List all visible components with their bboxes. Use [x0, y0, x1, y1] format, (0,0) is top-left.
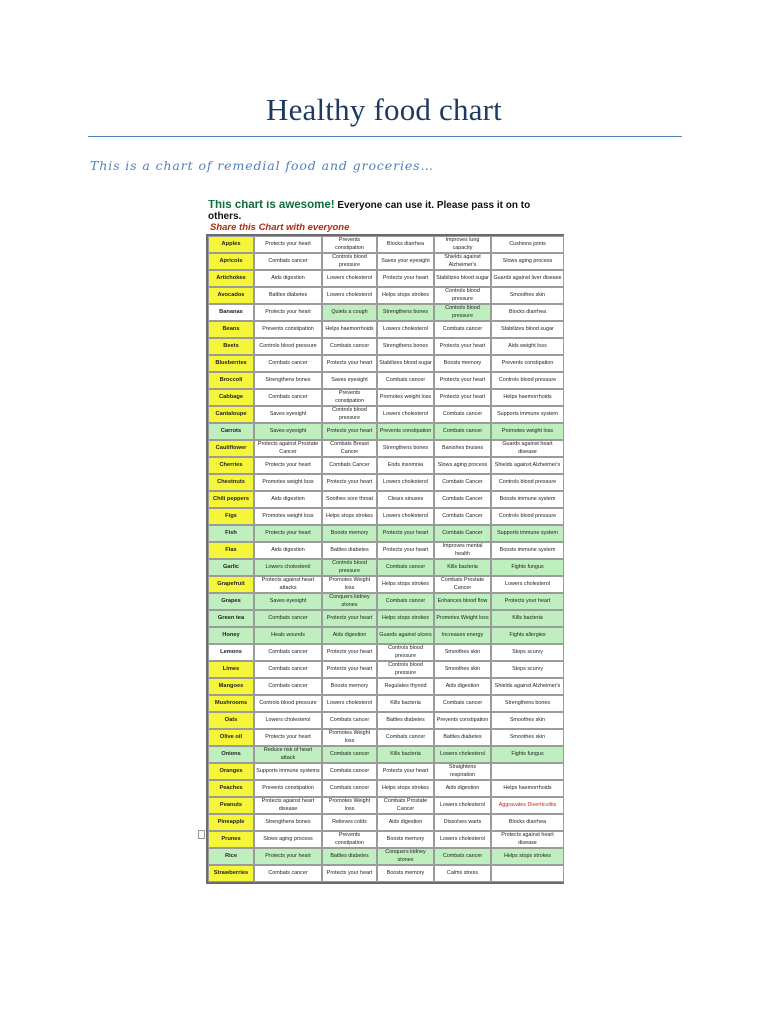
benefit-cell: Combats cancer [434, 695, 491, 712]
table-row [208, 236, 564, 253]
benefit-cell: Battles diabetes [254, 287, 322, 304]
benefit-cell: Controls blood pressure [322, 406, 377, 423]
benefit-cell: Controls blood pressure [434, 287, 491, 304]
benefit-cell: Protects your heart [377, 542, 434, 559]
food-name-cell: Rice [208, 848, 254, 865]
benefit-cell: Aggravates Diverticulitis [491, 797, 564, 814]
food-name-cell: Lemons [208, 644, 254, 661]
benefit-cell: Helps stops strokes [377, 287, 434, 304]
food-name-cell: Prunes [208, 831, 254, 848]
benefit-cell: Aids digestion [434, 780, 491, 797]
table-row [208, 338, 564, 355]
benefit-cell: Battles diabetes [377, 712, 434, 729]
food-name-cell: Beets [208, 338, 254, 355]
food-name-cell: Fish [208, 525, 254, 542]
food-chart-image [206, 200, 564, 906]
benefit-cell: Guards against heart disease [491, 440, 564, 457]
benefit-cell: Controls blood pressure [322, 253, 377, 270]
food-name-cell: Garlic [208, 559, 254, 576]
food-name-cell: Grapes [208, 593, 254, 610]
food-name-cell: Figs [208, 508, 254, 525]
benefit-cell: Slows aging process [491, 253, 564, 270]
benefit-cell: Lowers cholesterol [434, 831, 491, 848]
benefit-cell: Protects your heart [322, 355, 377, 372]
benefit-cell: Regulates thyroid [377, 678, 434, 695]
benefit-cell: Boosts immune system [491, 542, 564, 559]
benefit-cell: Combats cancer [322, 712, 377, 729]
benefit-cell: Shields against Alzheimer's [491, 457, 564, 474]
benefit-cell: Prevents constipation [322, 831, 377, 848]
benefit-cell: Combats cancer [434, 321, 491, 338]
benefit-cell: Protects your heart [254, 236, 322, 253]
benefit-cell: Combats cancer [434, 406, 491, 423]
benefit-cell: Protects against heart attacks [254, 576, 322, 593]
benefit-cell: Combats cancer [254, 661, 322, 678]
benefit-cell: Controls blood pressure [491, 372, 564, 389]
benefit-cell: Protects your heart [254, 729, 322, 746]
benefit-cell: Combats cancer [254, 678, 322, 695]
food-name-cell: Apples [208, 236, 254, 253]
benefit-cell: Combats cancer [322, 338, 377, 355]
benefit-cell: Supports immune system [491, 525, 564, 542]
benefit-cell: Boosts memory [377, 831, 434, 848]
food-name-cell: Chestnuts [208, 474, 254, 491]
table-row [208, 440, 564, 457]
food-name-cell: Onions [208, 746, 254, 763]
benefit-cell: Improves mental health [434, 542, 491, 559]
benefit-cell: Aids digestion [434, 678, 491, 695]
benefit-cell: Smoothes skin [491, 729, 564, 746]
table-row [208, 321, 564, 338]
food-name-cell: Strawberries [208, 865, 254, 882]
benefit-cell: Lowers cholesterol [322, 695, 377, 712]
food-table-body [208, 236, 564, 882]
table-row [208, 831, 564, 848]
food-name-cell: Mushrooms [208, 695, 254, 712]
benefit-cell: Protects your heart [434, 389, 491, 406]
benefit-cell: Combats cancer [254, 865, 322, 882]
table-row [208, 287, 564, 304]
benefit-cell: Promotes Weight loss [322, 729, 377, 746]
benefit-cell: Protects your heart [322, 474, 377, 491]
table-row [208, 695, 564, 712]
table-row [208, 508, 564, 525]
benefit-cell: Controls blood pressure [377, 644, 434, 661]
benefit-cell: Heals wounds [254, 627, 322, 644]
table-row [208, 763, 564, 780]
benefit-cell: Saves your eyesight [377, 253, 434, 270]
benefit-cell: Dissolves warts [434, 814, 491, 831]
benefit-cell: Saves eyesight [322, 372, 377, 389]
food-name-cell: Cabbage [208, 389, 254, 406]
benefit-cell: Increases energy [434, 627, 491, 644]
document-title: Healthy food chart [265, 92, 502, 127]
benefit-cell: Combats cancer [254, 389, 322, 406]
page-marker-icon [198, 830, 205, 839]
benefit-cell: Aids digestion [377, 814, 434, 831]
table-row [208, 474, 564, 491]
benefit-cell: Lowers cholesterol [254, 712, 322, 729]
benefit-cell: Stabilizes blood sugar [377, 355, 434, 372]
benefit-cell: Controls blood pressure [254, 695, 322, 712]
benefit-cell: Battles diabetes [322, 848, 377, 865]
benefit-cell: Kills bacteria [377, 695, 434, 712]
chart-banner [206, 200, 564, 222]
benefit-cell: Protects your heart [322, 661, 377, 678]
benefit-cell: Combats Breast Cancer [322, 440, 377, 457]
benefit-cell: Saves eyesight [254, 593, 322, 610]
table-row [208, 253, 564, 270]
benefit-cell: Helps stops strokes [377, 610, 434, 627]
table-row [208, 457, 564, 474]
benefit-cell: Clears sinuses [377, 491, 434, 508]
benefit-cell: Quiets a cough [322, 304, 377, 321]
benefit-cell: Combats Cancer [434, 491, 491, 508]
benefit-cell: Banishes bruises [434, 440, 491, 457]
benefit-cell: Combats Prostate Cancer [434, 576, 491, 593]
benefit-cell: Prevents constipation [254, 321, 322, 338]
food-name-cell: Carrots [208, 423, 254, 440]
benefit-cell: Lowers cholesterol [434, 797, 491, 814]
table-row [208, 678, 564, 695]
benefit-cell: Protects your heart [322, 865, 377, 882]
food-table [206, 234, 564, 884]
benefit-cell: Helps stops strokes [322, 508, 377, 525]
food-name-cell: Cauliflower [208, 440, 254, 457]
benefit-cell: Smoothes skin [491, 287, 564, 304]
table-row [208, 559, 564, 576]
benefit-cell: Promotes weight loss [254, 508, 322, 525]
benefit-cell: Stabilizes blood sugar [434, 270, 491, 287]
benefit-cell: Relieves colds [322, 814, 377, 831]
benefit-cell: Smoothes skin [434, 661, 491, 678]
benefit-cell: Strengthens bones [377, 440, 434, 457]
table-row [208, 491, 564, 508]
benefit-cell: Slows aging process [434, 457, 491, 474]
benefit-cell: Promotes weight loss [377, 389, 434, 406]
benefit-cell [491, 763, 564, 780]
benefit-cell: Saves eyesight [254, 423, 322, 440]
benefit-cell: Lowers cholesterol [254, 559, 322, 576]
benefit-cell: Blocks diarrhea [377, 236, 434, 253]
benefit-cell: Blocks diarrhea [491, 814, 564, 831]
benefit-cell: Combats cancer [322, 780, 377, 797]
table-row [208, 661, 564, 678]
food-name-cell: Peanuts [208, 797, 254, 814]
benefit-cell: Prevents constipation [322, 389, 377, 406]
benefit-cell: Promotes Weight loss [322, 797, 377, 814]
benefit-cell: Fights fungus [491, 746, 564, 763]
benefit-cell: Controls blood pressure [491, 508, 564, 525]
benefit-cell: Combats Prostate Cancer [377, 797, 434, 814]
food-name-cell: Oats [208, 712, 254, 729]
benefit-cell: Strengthens bones [254, 814, 322, 831]
benefit-cell: Protects your heart [377, 763, 434, 780]
benefit-cell: Controls blood pressure [377, 661, 434, 678]
benefit-cell: Helps stops strokes [491, 848, 564, 865]
benefit-cell: Cushions joints [491, 236, 564, 253]
table-row [208, 304, 564, 321]
benefit-cell: Lowers cholesterol [377, 474, 434, 491]
benefit-cell: Combats Cancer [434, 508, 491, 525]
table-row [208, 406, 564, 423]
benefit-cell: Combats cancer [377, 559, 434, 576]
table-row [208, 576, 564, 593]
benefit-cell: Boosts memory [322, 525, 377, 542]
benefit-cell: Promotes Weight loss [434, 610, 491, 627]
benefit-cell: Protects your heart [434, 338, 491, 355]
title-underline [88, 136, 682, 137]
benefit-cell: Combats cancer [377, 729, 434, 746]
benefit-cell: Protects your heart [434, 372, 491, 389]
benefit-cell: Protects against heart disease [491, 831, 564, 848]
benefit-cell: Promotes weight loss [491, 423, 564, 440]
food-name-cell: Cherries [208, 457, 254, 474]
food-name-cell: Mangoes [208, 678, 254, 695]
table-row [208, 525, 564, 542]
table-row [208, 270, 564, 287]
benefit-cell: Kills bacteria [434, 559, 491, 576]
benefit-cell: Supports immune system [491, 406, 564, 423]
benefit-cell: Boosts memory [322, 678, 377, 695]
benefit-cell: Lowers cholesterol [377, 406, 434, 423]
benefit-cell: Straightens respiration [434, 763, 491, 780]
benefit-cell: Fights allergies [491, 627, 564, 644]
benefit-cell: Prevents constipation [322, 236, 377, 253]
benefit-cell: Aids digestion [322, 627, 377, 644]
benefit-cell: Slows aging process [254, 831, 322, 848]
benefit-cell: Helps haemorrhoids [491, 389, 564, 406]
table-row [208, 746, 564, 763]
benefit-cell: Boosts memory [377, 865, 434, 882]
benefit-cell: Protects your heart [377, 525, 434, 542]
benefit-cell: Combats cancer [254, 355, 322, 372]
benefit-cell: Lowers cholesterol [377, 508, 434, 525]
table-row [208, 797, 564, 814]
benefit-cell: Lowers cholesterol [322, 287, 377, 304]
food-name-cell: Avocados [208, 287, 254, 304]
food-name-cell: Pineapple [208, 814, 254, 831]
food-name-cell: Honey [208, 627, 254, 644]
table-row [208, 644, 564, 661]
food-name-cell: Cantaloupe [208, 406, 254, 423]
benefit-cell: Protects your heart [254, 525, 322, 542]
benefit-cell: Stabilizes blood sugar [491, 321, 564, 338]
benefit-cell: Helps haemorrhoids [322, 321, 377, 338]
benefit-cell: Conquers kidney stones [377, 848, 434, 865]
benefit-cell: Reduce risk of heart attack [254, 746, 322, 763]
benefit-cell: Controls blood pressure [254, 338, 322, 355]
benefit-cell: Strengthens bones [377, 304, 434, 321]
benefit-cell: Controls blood pressure [322, 559, 377, 576]
benefit-cell: Protects your heart [322, 644, 377, 661]
benefit-cell: Promotes weight loss [254, 474, 322, 491]
benefit-cell: Strengthens bones [377, 338, 434, 355]
food-name-cell: Beans [208, 321, 254, 338]
document-subtitle: This is a chart of remedial food and groceries… [90, 158, 434, 173]
table-row [208, 355, 564, 372]
benefit-cell: Aids weight loss [491, 338, 564, 355]
food-name-cell: Chili peppers [208, 491, 254, 508]
benefit-cell: Controls blood pressure [491, 474, 564, 491]
banner-share: Share this Chart with everyone [210, 222, 350, 233]
benefit-cell: Stops scurvy [491, 644, 564, 661]
benefit-cell: Boosts immune system [491, 491, 564, 508]
benefit-cell: Prevents constipation [254, 780, 322, 797]
table-row [208, 542, 564, 559]
benefit-cell: Protects your heart [377, 270, 434, 287]
benefit-cell: Combats cancer [434, 423, 491, 440]
table-row [208, 372, 564, 389]
food-name-cell: Grapefruit [208, 576, 254, 593]
benefit-cell: Ends insomnia [377, 457, 434, 474]
benefit-cell: Blocks diarrhea [491, 304, 564, 321]
benefit-cell: Combats cancer [434, 848, 491, 865]
benefit-cell: Combats cancer [254, 610, 322, 627]
benefit-cell: Promotes Weight loss [322, 576, 377, 593]
benefit-cell: Guards against liver disease [491, 270, 564, 287]
benefit-cell: Improves lung capacity [434, 236, 491, 253]
benefit-cell: Boosts memory [434, 355, 491, 372]
benefit-cell: Combats cancer [322, 763, 377, 780]
food-name-cell: Flax [208, 542, 254, 559]
benefit-cell: Saves eyesight [254, 406, 322, 423]
benefit-cell: Protects your heart [322, 610, 377, 627]
benefit-cell: Prevents constipation [377, 423, 434, 440]
benefit-cell: Shields against Alzheimer's [434, 253, 491, 270]
benefit-cell: Prevents constipation [434, 712, 491, 729]
benefit-cell: Soothes sore throat [322, 491, 377, 508]
benefit-cell: Guards against ulcers [377, 627, 434, 644]
benefit-cell: Controls blood pressure [434, 304, 491, 321]
benefit-cell: Combats cancer [377, 372, 434, 389]
benefit-cell: Enhances blood flow [434, 593, 491, 610]
food-name-cell: Oranges [208, 763, 254, 780]
food-name-cell: Green tea [208, 610, 254, 627]
food-name-cell: Olive oil [208, 729, 254, 746]
table-row [208, 627, 564, 644]
food-name-cell: Broccoli [208, 372, 254, 389]
benefit-cell: Shields against Alzheimer's [491, 678, 564, 695]
benefit-cell: Protects your heart [322, 423, 377, 440]
food-name-cell: Apricots [208, 253, 254, 270]
benefit-cell: Aids digestion [254, 491, 322, 508]
table-row [208, 593, 564, 610]
table-row [208, 729, 564, 746]
benefit-cell: Combats cancer [377, 593, 434, 610]
benefit-cell: Protects your heart [254, 848, 322, 865]
benefit-cell: Lowers cholesterol [491, 576, 564, 593]
benefit-cell: Combats cancer [254, 253, 322, 270]
banner-awesome: This chart is awesome! [208, 200, 335, 211]
benefit-cell: Strengthens bones [491, 695, 564, 712]
food-name-cell: Limes [208, 661, 254, 678]
benefit-cell: Combats Cancer [434, 525, 491, 542]
benefit-cell [491, 865, 564, 882]
benefit-cell: Protects your heart [254, 457, 322, 474]
benefit-cell: Calms stress [434, 865, 491, 882]
benefit-cell: Kills bacteria [377, 746, 434, 763]
benefit-cell: Smoothes skin [434, 644, 491, 661]
benefit-cell: Fights fungus [491, 559, 564, 576]
benefit-cell: Combats Cancer [434, 474, 491, 491]
benefit-cell: Protects against heart disease [254, 797, 322, 814]
benefit-cell: Conquers kidney stones [322, 593, 377, 610]
benefit-cell: Strengthens bones [254, 372, 322, 389]
benefit-cell: Lowers cholesterol [322, 270, 377, 287]
benefit-cell: Kills bacteria [491, 610, 564, 627]
benefit-cell: Aids digestion [254, 270, 322, 287]
benefit-cell: Helps haemorrhoids [491, 780, 564, 797]
benefit-cell: Aids digestion [254, 542, 322, 559]
table-row [208, 389, 564, 406]
benefit-cell: Protects against Prostate Cancer [254, 440, 322, 457]
food-name-cell: Peaches [208, 780, 254, 797]
benefit-cell: Battles diabetes [322, 542, 377, 559]
benefit-cell: Smoothes skin [491, 712, 564, 729]
food-name-cell: Blueberries [208, 355, 254, 372]
banner-text: Everyone can use it. Please pass it on to others. [208, 200, 531, 222]
benefit-cell: Stops scurvy [491, 661, 564, 678]
table-row [208, 423, 564, 440]
benefit-cell: Combats cancer [322, 746, 377, 763]
food-name-cell: Bananas [208, 304, 254, 321]
table-row [208, 865, 564, 882]
benefit-cell: Combats Cancer [322, 457, 377, 474]
table-row [208, 712, 564, 729]
food-name-cell: Artichokes [208, 270, 254, 287]
benefit-cell: Lowers cholesterol [434, 746, 491, 763]
benefit-cell: Combats cancer [254, 644, 322, 661]
benefit-cell: Protects your heart [254, 304, 322, 321]
table-row [208, 780, 564, 797]
benefit-cell: Battles diabetes [434, 729, 491, 746]
benefit-cell: Protects your heart [491, 593, 564, 610]
benefit-cell: Lowers cholesterol [377, 321, 434, 338]
benefit-cell: Prevents constipation [491, 355, 564, 372]
benefit-cell: Helps stops strokes [377, 780, 434, 797]
table-row [208, 610, 564, 627]
benefit-cell: Helps stops strokes [377, 576, 434, 593]
benefit-cell: Supports immune systems [254, 763, 322, 780]
table-row [208, 814, 564, 831]
table-row [208, 848, 564, 865]
